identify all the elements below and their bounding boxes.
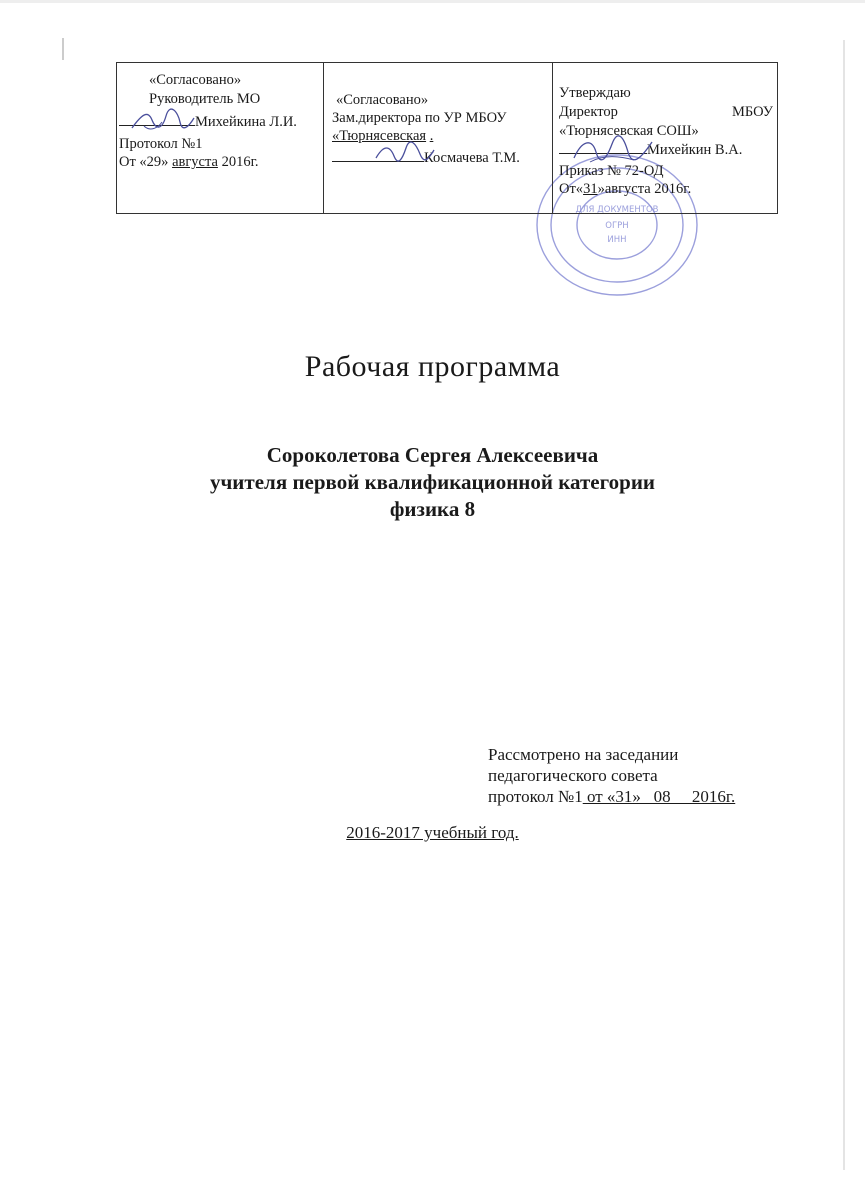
- author-subject: физика 8: [389, 497, 476, 521]
- review-protocol-prefix: протокол №1: [488, 787, 583, 806]
- approval-heading: «Согласовано»: [336, 92, 429, 108]
- approval-signer: Михейкин В.А.: [647, 142, 743, 158]
- academic-year: 2016-2017 учебный год.: [346, 823, 519, 842]
- author-name: Сороколетова Сергея Алексеевича: [266, 443, 599, 467]
- signature-kosmacheva: [372, 140, 436, 166]
- approval-order: Приказ № 72-ОД: [559, 163, 664, 179]
- date-prefix: От«: [559, 181, 584, 197]
- approval-org: «Тюрнясевская СОШ»: [559, 123, 699, 139]
- approval-role: Директор: [559, 104, 618, 120]
- approval-date: [559, 180, 691, 198]
- review-protocol: [488, 786, 735, 807]
- date-day: 31: [583, 181, 598, 197]
- scan-edge-mark: [0, 0, 865, 3]
- date-suffix: 2016г.: [221, 154, 259, 170]
- approval-date: [119, 153, 259, 171]
- scan-edge-mark: [843, 40, 845, 1170]
- signature-mikheikin: [570, 134, 656, 166]
- scan-edge-mark: [62, 38, 64, 60]
- approval-signer: Михейкина Л.И.: [195, 114, 297, 130]
- approval-cell-methodical: [117, 63, 324, 213]
- approval-cell-deputy: [324, 63, 553, 213]
- signature-mikheikina: [128, 106, 198, 136]
- review-line-2: педагогического совета: [488, 766, 658, 785]
- stamp-text: ОГРН: [605, 221, 629, 231]
- approval-role-org: МБОУ: [731, 104, 773, 120]
- author-position: учителя первой квалификационной категории: [209, 470, 656, 494]
- org-tail: .: [429, 128, 434, 144]
- approval-signer: Космачева Т.М.: [424, 150, 520, 166]
- author-block: [0, 442, 865, 523]
- approval-role: Зам.директора по УР МБОУ: [332, 110, 507, 126]
- review-line-1: Рассмотрено на заседании: [488, 745, 679, 764]
- approval-heading: «Согласовано»: [149, 72, 242, 88]
- approval-role: Руководитель МО: [149, 91, 261, 107]
- review-block: [488, 744, 735, 807]
- approval-heading: Утверждаю: [559, 85, 631, 101]
- approval-protocol: Протокол №1: [119, 136, 203, 152]
- stamp-text: ДЛЯ ДОКУМЕНТОВ: [575, 205, 659, 215]
- review-protocol-date: от «31» 08 2016г.: [582, 787, 736, 806]
- stamp-text: ИНН: [607, 235, 627, 245]
- date-suffix: »августа 2016г.: [597, 181, 692, 197]
- date-prefix: От «29»: [119, 154, 169, 170]
- org-name: «Тюрнясевская: [332, 128, 427, 144]
- date-month: августа: [172, 154, 218, 170]
- page-title: Рабочая программа: [304, 350, 561, 383]
- approval-table: [116, 62, 778, 214]
